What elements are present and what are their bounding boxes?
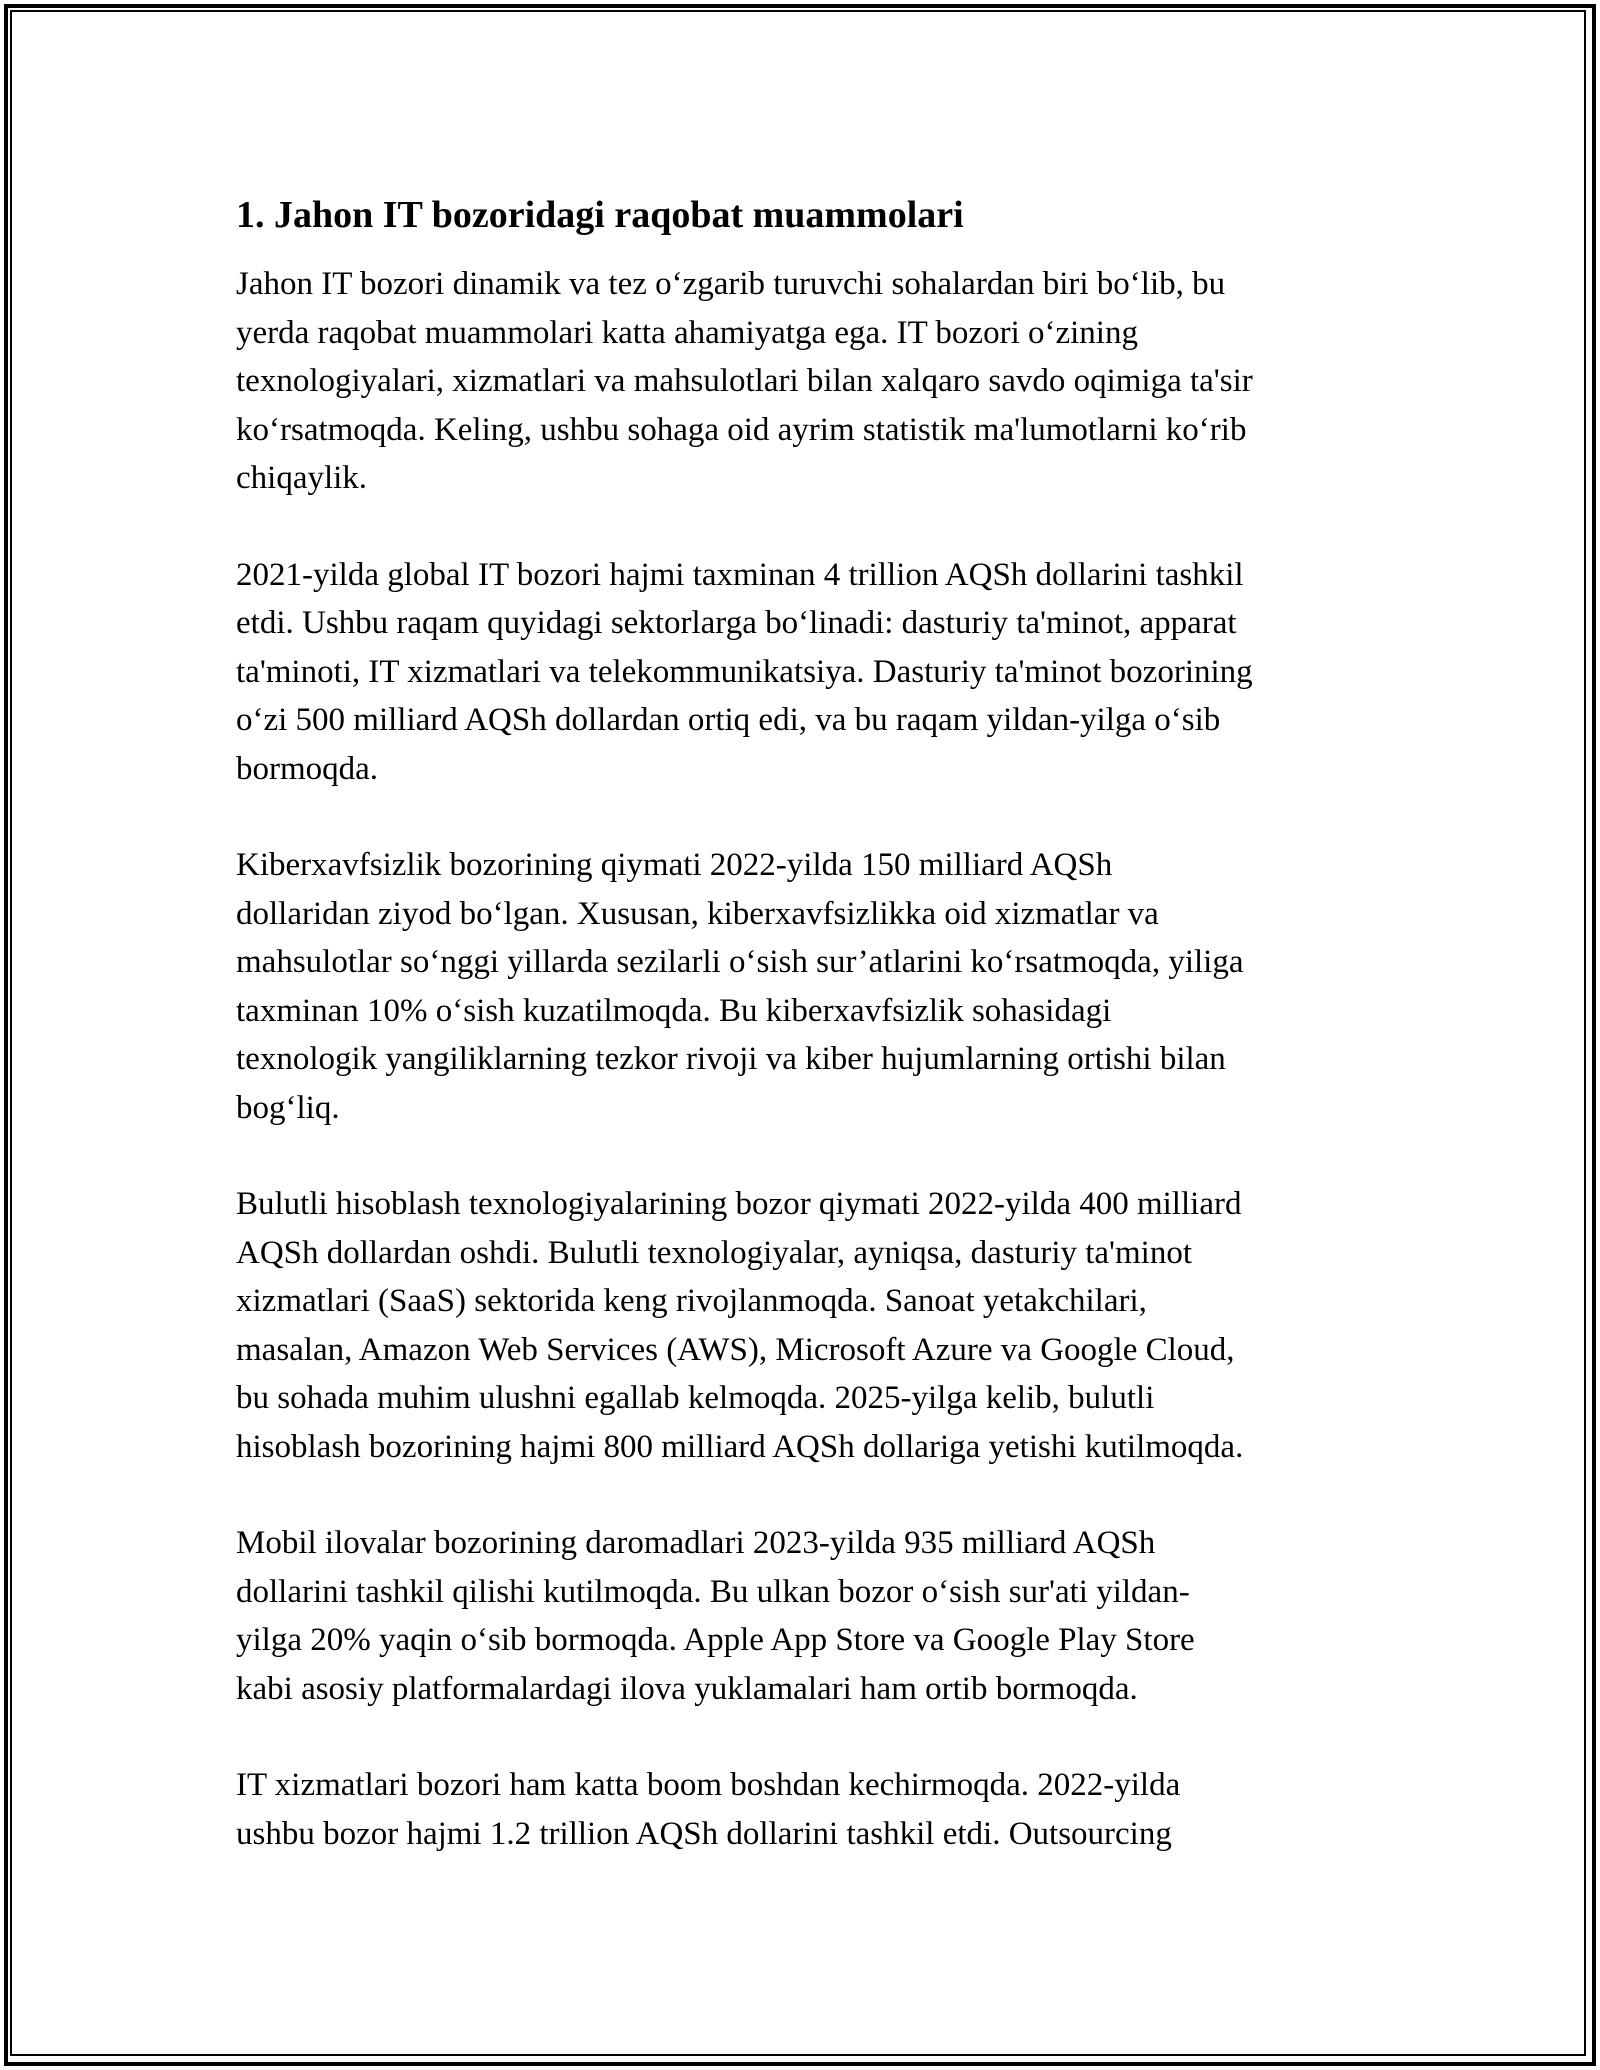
text-line: Kiberxavfsizlik bozorining qiymati 2022-yilda 150 milliard AQSh — [236, 847, 1113, 883]
paragraph-5 — [236, 1519, 1376, 1713]
text-line: bormoqda. — [236, 750, 379, 787]
text-line: IT xizmatlari bozori ham katta boom boshdan kechirmoqda. 2022-yilda — [236, 1767, 1181, 1803]
text-line: AQSh dollardan oshdi. Bulutli texnologiyalar, ayniqsa, dasturiy ta'minot — [236, 1234, 1193, 1271]
text-line: bu sohada muhim ulushni egallab kelmoqda. 2025-yilga kelib, bulutli — [236, 1380, 1155, 1416]
text-line: texnologiyalari, xizmatlari va mahsulotlari bilan xalqaro savdo oqimiga ta'sir — [236, 363, 1253, 399]
text-line: o‘zi 500 milliard AQSh dollardan ortiq edi, va bu raqam yildan-yilga o‘sib — [236, 702, 1221, 738]
paragraph-4 — [236, 1180, 1376, 1471]
paragraph-2 — [236, 551, 1376, 794]
paragraphs — [236, 260, 1376, 1858]
paragraph-3 — [236, 841, 1376, 1132]
text-line: ta'minoti, IT xizmatlari va telekommunikatsiya. Dasturiy ta'minot bozorining — [236, 653, 1253, 690]
text-line: Jahon IT bozori dinamik va tez o‘zgarib turuvchi sohalardan biri bo‘lib, bu — [236, 266, 1226, 302]
text-line: texnologik yangiliklarning tezkor rivoji va kiber hujumlarning ortishi bilan — [236, 1041, 1226, 1077]
paragraph-1 — [236, 260, 1376, 503]
text-line: yilga 20% yaqin o‘sib bormoqda. Apple App Store va Google Play Store — [236, 1622, 1195, 1658]
text-line: Mobil ilovalar bozorining daromadlari 2023-yilda 935 milliard AQSh — [236, 1525, 1156, 1561]
text-line: ko‘rsatmoqda. Keling, ushbu sohaga oid ayrim statistik ma'lumotlarni ko‘rib — [236, 411, 1247, 448]
paragraph-6 — [236, 1761, 1376, 1858]
text-line: yerda raqobat muammolari katta ahamiyatga ega. IT bozori o‘zining — [236, 314, 1138, 351]
text-line: masalan, Amazon Web Services (AWS), Microsoft Azure va Google Cloud, — [236, 1331, 1235, 1368]
text-line: hisoblash bozorining hajmi 800 milliard AQSh dollariga yetishi kutilmoqda. — [236, 1428, 1244, 1465]
text-line: kabi asosiy platformalardagi ilova yuklamalari ham ortib bormoqda. — [236, 1670, 1138, 1707]
text-line: taxminan 10% o‘sish kuzatilmoqda. Bu kiberxavfsizlik sohasidagi — [236, 992, 1112, 1029]
text-line: mahsulotlar so‘nggi yillarda sezilarli o‘sish sur’atlarini ko‘rsatmoqda, yiliga — [236, 944, 1244, 980]
text-line: etdi. Ushbu raqam quyidagi sektorlarga bo‘linadi: dasturiy ta'minot, apparat — [236, 605, 1237, 641]
document-body — [236, 190, 1376, 1906]
text-line: 2021-yilda global IT bozori hajmi taxminan 4 trillion AQSh dollarini tashkil — [236, 556, 1244, 593]
text-line: bog‘liq. — [236, 1089, 340, 1126]
text-line: Bulutli hisoblash texnologiyalarining bozor qiymati 2022-yilda 400 milliard — [236, 1186, 1242, 1222]
text-line: ushbu bozor hajmi 1.2 trillion AQSh dollarini tashkil etdi. Outsourcing — [236, 1815, 1172, 1852]
text-line: chiqaylik. — [236, 460, 368, 496]
text-line: dollaridan ziyod bo‘lgan. Xususan, kiberxavfsizlikka oid xizmatlar va — [236, 895, 1159, 932]
text-line: xizmatlari (SaaS) sektorida keng rivojlanmoqda. Sanoat yetakchilari, — [236, 1283, 1147, 1319]
section-heading: 1. Jahon IT bozoridagi raqobat muammolari — [236, 194, 964, 236]
text-line: dollarini tashkil qilishi kutilmoqda. Bu ulkan bozor o‘sish sur'ati yildan- — [236, 1573, 1190, 1610]
